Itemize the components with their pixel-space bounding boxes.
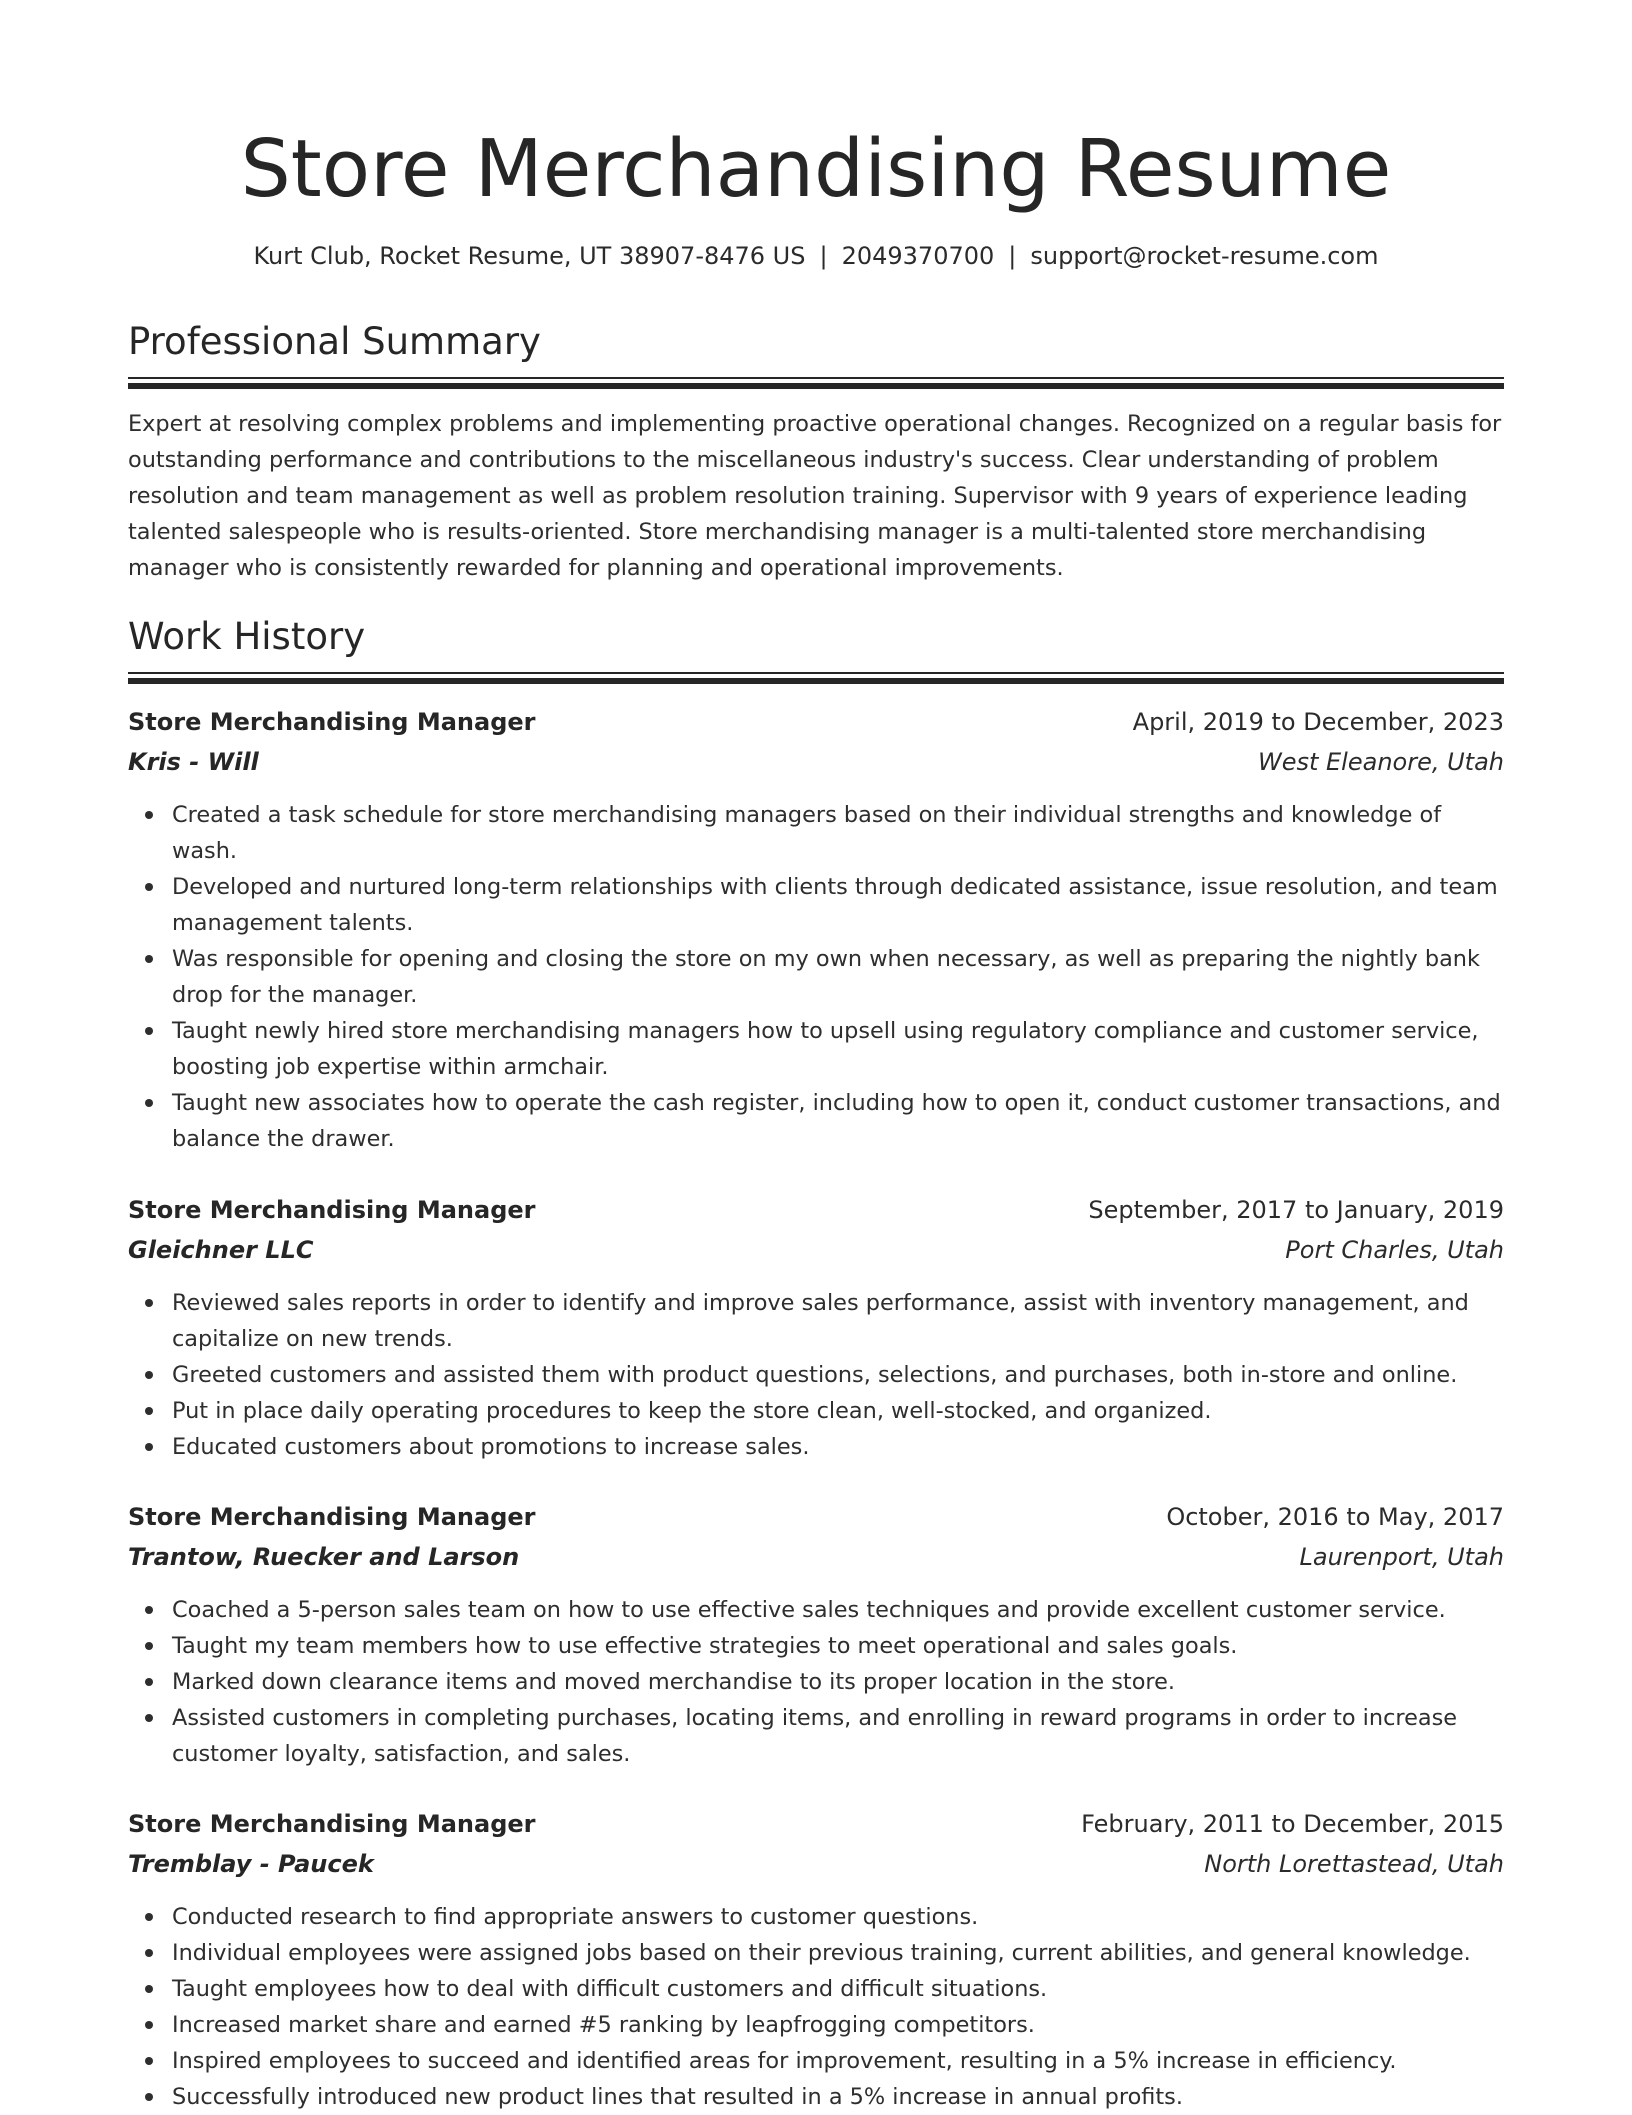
divider-thick-line	[128, 383, 1504, 389]
contact-line	[128, 238, 1504, 274]
job-bullet: Individual employees were assigned jobs based on their previous training, current abilities, and general knowledge.	[128, 1935, 1504, 1971]
job-company: Gleichner LLC	[128, 1236, 314, 1264]
job-bullet-list	[128, 1592, 1504, 1772]
section-divider	[128, 377, 1504, 389]
job-entry	[128, 703, 1504, 1157]
job-bullet: Was responsible for opening and closing the store on my own when necessary, as well as preparing the nightly bank drop for the manager.	[128, 941, 1504, 1013]
job-dates: February, 2011 to December, 2015	[1081, 1810, 1504, 1838]
contact-phone: 2049370700	[841, 242, 995, 270]
job-bullet: Increased market share and earned #5 ranking by leapfrogging competitors.	[128, 2007, 1504, 2043]
job-header-row	[128, 1191, 1504, 1231]
contact-email[interactable]: support@rocket-resume.com	[1030, 242, 1379, 270]
job-bullet: Taught new associates how to operate the cash register, including how to open it, conduct customer transactions, and balance the drawer.	[128, 1085, 1504, 1157]
job-location: Port Charles, Utah	[1285, 1236, 1504, 1264]
job-bullet: Conducted research to find appropriate answers to customer questions.	[128, 1899, 1504, 1935]
job-header-row	[128, 703, 1504, 743]
job-company-row	[128, 1538, 1504, 1578]
job-bullet: Marked down clearance items and moved merchandise to its proper location in the store.	[128, 1664, 1504, 1700]
job-bullet: Put in place daily operating procedures to keep the store clean, well-stocked, and organized.	[128, 1393, 1504, 1429]
divider-thin-line	[128, 377, 1504, 379]
job-company: Trantow, Ruecker and Larson	[128, 1543, 520, 1571]
job-company: Tremblay - Paucek	[128, 1850, 374, 1878]
job-bullet-list	[128, 797, 1504, 1157]
job-bullet: Developed and nurtured long-term relationships with clients through dedicated assistance, issue resolution, and team management talents.	[128, 869, 1504, 941]
resume-title: Store Merchandising Resume	[240, 123, 1392, 215]
job-entry	[128, 1498, 1504, 1772]
section-divider	[128, 672, 1504, 684]
job-bullet-list	[128, 1899, 1504, 2115]
contact-separator: |	[1008, 242, 1017, 270]
job-entry	[128, 1805, 1504, 2115]
job-header-row	[128, 1498, 1504, 1538]
divider-thin-line	[128, 672, 1504, 674]
job-company-row	[128, 1231, 1504, 1271]
job-location: Laurenport, Utah	[1299, 1543, 1504, 1571]
job-bullet: Created a task schedule for store merchandising managers based on their individual strengths and knowledge of wash.	[128, 797, 1504, 869]
job-entry	[128, 1191, 1504, 1465]
section-heading-summary: Professional Summary	[128, 320, 541, 363]
job-bullet: Greeted customers and assisted them with product questions, selections, and purchases, both in-store and online.	[128, 1357, 1504, 1393]
job-title: Store Merchandising Manager	[128, 708, 536, 736]
contact-separator: |	[819, 242, 828, 270]
job-location: North Lorettastead, Utah	[1204, 1850, 1504, 1878]
job-bullet: Coached a 5-person sales team on how to use effective sales techniques and provide excellent customer service.	[128, 1592, 1504, 1628]
job-title: Store Merchandising Manager	[128, 1503, 536, 1531]
summary-paragraph: Expert at resolving complex problems and implementing proactive operational changes. Recognized on a regular basis for outstanding performance and contributions to the miscellaneous industry's success. Clear understanding of problem resolution and team management as well as problem resolution training. Supervisor with 9 years of experience leading talented salespeople who is results-oriented. Store merchandising manager is a multi-talented store merchandising manager who is consistently rewarded for planning and operational improvements.	[128, 411, 1502, 581]
job-title: Store Merchandising Manager	[128, 1810, 536, 1838]
job-company: Kris - Will	[128, 748, 259, 776]
job-dates: September, 2017 to January, 2019	[1088, 1196, 1504, 1224]
job-bullet: Educated customers about promotions to increase sales.	[128, 1429, 1504, 1465]
job-bullet: Reviewed sales reports in order to identify and improve sales performance, assist with inventory management, and capitalize on new trends.	[128, 1285, 1504, 1357]
section-heading-work-history: Work History	[128, 615, 366, 658]
job-location: West Eleanore, Utah	[1257, 748, 1504, 776]
job-bullet: Taught employees how to deal with difficult customers and difficult situations.	[128, 1971, 1504, 2007]
job-company-row	[128, 743, 1504, 783]
contact-address: Kurt Club, Rocket Resume, UT 38907-8476 US	[253, 242, 806, 270]
job-title: Store Merchandising Manager	[128, 1196, 536, 1224]
job-bullet: Taught newly hired store merchandising managers how to upsell using regulatory compliance and customer service, boosting job expertise within armchair.	[128, 1013, 1504, 1085]
job-bullet: Inspired employees to succeed and identified areas for improvement, resulting in a 5% increase in efficiency.	[128, 2043, 1504, 2079]
job-dates: April, 2019 to December, 2023	[1132, 708, 1504, 736]
job-bullet: Assisted customers in completing purchases, locating items, and enrolling in reward programs in order to increase customer loyalty, satisfaction, and sales.	[128, 1700, 1504, 1772]
job-bullet: Successfully introduced new product lines that resulted in a 5% increase in annual profits.	[128, 2079, 1504, 2115]
job-bullet: Taught my team members how to use effective strategies to meet operational and sales goals.	[128, 1628, 1504, 1664]
divider-thick-line	[128, 678, 1504, 684]
job-dates: October, 2016 to May, 2017	[1166, 1503, 1504, 1531]
job-bullet-list	[128, 1285, 1504, 1465]
job-header-row	[128, 1805, 1504, 1845]
job-company-row	[128, 1845, 1504, 1885]
